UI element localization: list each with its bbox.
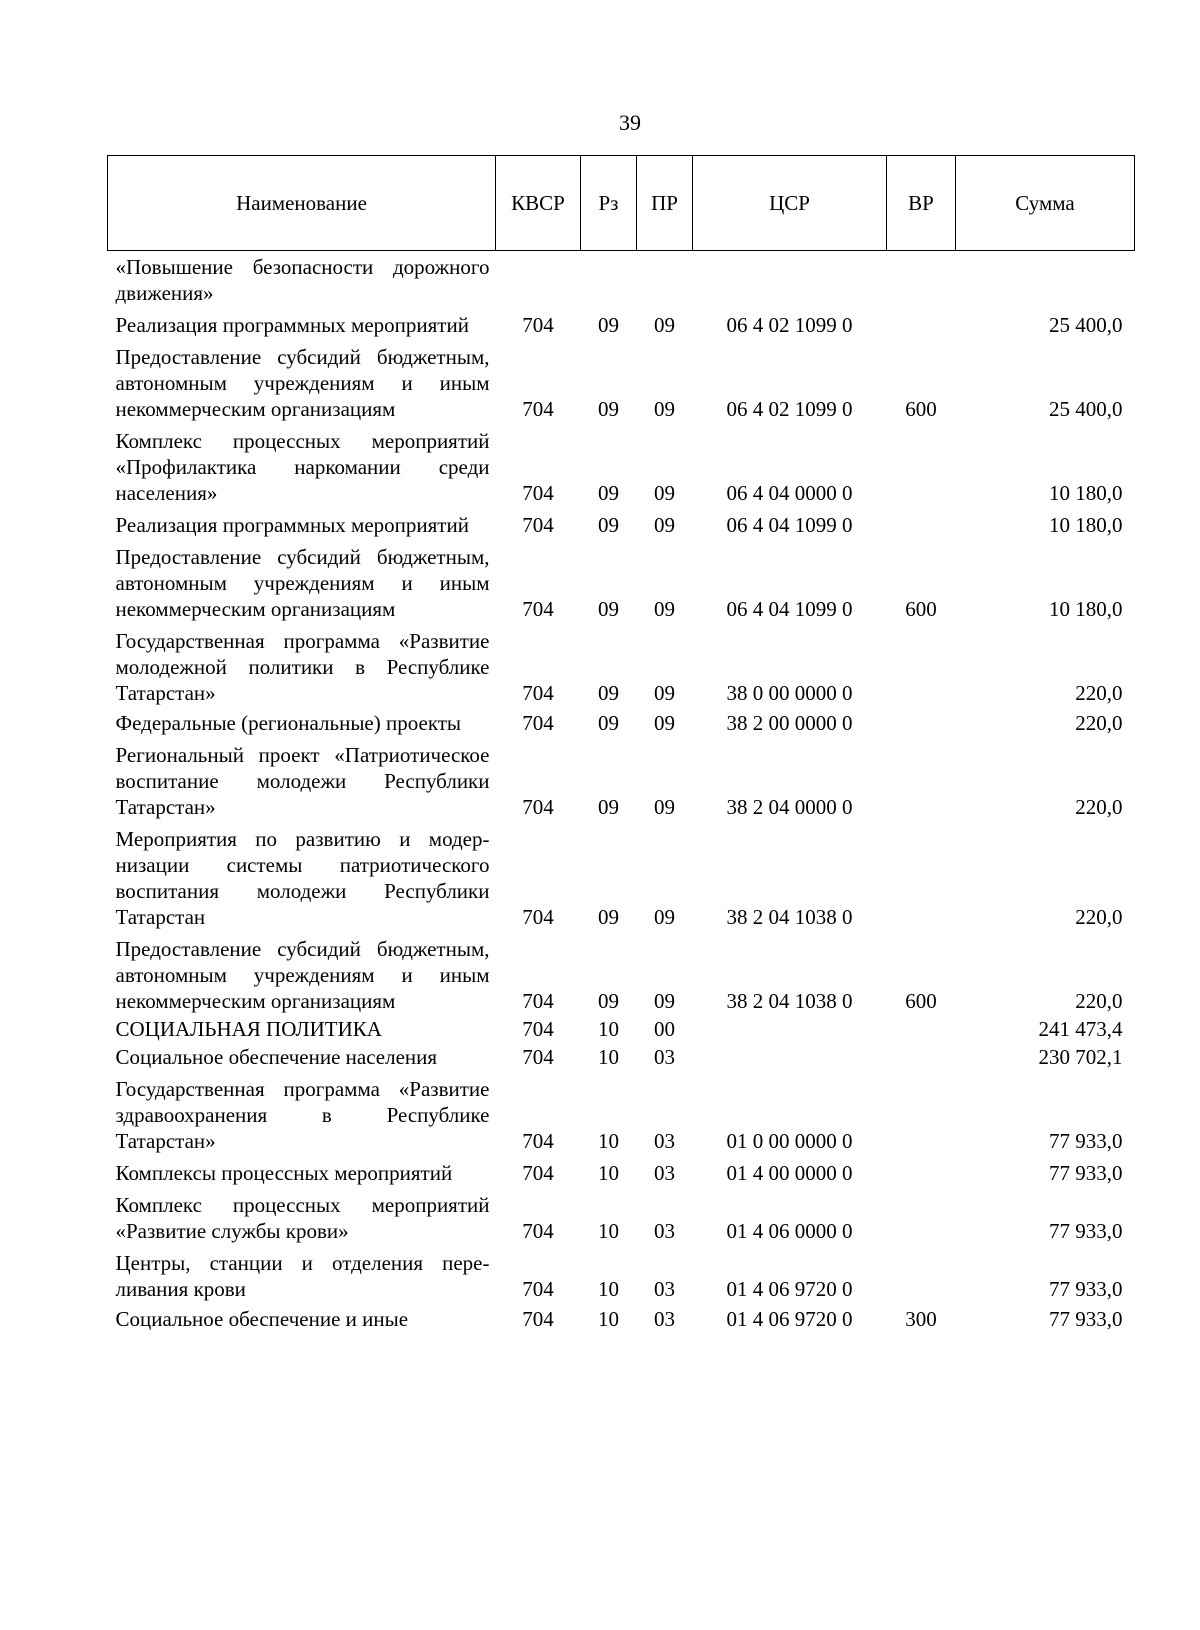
row-vr <box>887 251 956 307</box>
row-kvsr <box>496 251 581 307</box>
row-csr <box>693 1042 887 1070</box>
table-row <box>108 538 1135 622</box>
row-name: «Повышение безопасности дорожного движения» <box>115 255 490 305</box>
row-kvsr: 704 <box>522 1045 554 1069</box>
row-sum: 10 180,0 <box>1049 481 1123 505</box>
row-vr <box>887 306 956 338</box>
header-rz: Рз <box>581 156 637 251</box>
page-number: 39 <box>619 110 641 135</box>
row-name: Комплекс процессных мероприятий «Профилактика наркомании среди населения» <box>115 429 490 505</box>
row-vr <box>887 1154 956 1186</box>
row-pr: 03 <box>654 1307 675 1331</box>
row-kvsr: 704 <box>522 1307 554 1331</box>
row-name: Федеральные (региональные) проекты <box>115 711 462 735</box>
row-name: Государственная программа «Развитие молодежной политики в Республике Татарстан» <box>115 629 490 705</box>
row-csr: 06 4 02 1099 0 <box>726 313 853 337</box>
row-rz: 09 <box>598 397 619 421</box>
header-sum: Сумма <box>956 156 1135 251</box>
table-row <box>108 1154 1135 1186</box>
row-pr: 03 <box>654 1219 675 1243</box>
row-pr: 09 <box>654 681 675 705</box>
row-pr: 09 <box>654 397 675 421</box>
table-row <box>108 820 1135 930</box>
row-rz: 10 <box>598 1277 619 1301</box>
row-pr: 03 <box>654 1161 675 1185</box>
row-name: СОЦИАЛЬНАЯ ПОЛИТИКА <box>115 1017 382 1041</box>
row-csr: 01 4 06 9720 0 <box>726 1307 853 1331</box>
row-rz: 10 <box>598 1307 619 1331</box>
row-pr: 00 <box>654 1017 675 1041</box>
row-name: Мероприятия по развитию и модернизации системы патриотического воспитания молодежи Республики Татарстан <box>115 827 490 929</box>
row-pr <box>637 251 693 307</box>
row-sum: 220,0 <box>1075 711 1123 735</box>
table-row <box>108 736 1135 820</box>
row-rz: 10 <box>598 1161 619 1185</box>
row-name: Центры, станции и отделения переливания крови <box>115 1251 490 1301</box>
row-sum: 25 400,0 <box>1049 313 1123 337</box>
row-pr: 09 <box>654 313 675 337</box>
row-name: Предоставление субсидий бюджетным, автономным учреждениям и иным некоммерческим организациям <box>115 545 490 621</box>
row-csr: 38 2 04 1038 0 <box>726 905 853 929</box>
table-row <box>108 306 1135 338</box>
row-sum: 230 702,1 <box>1038 1045 1123 1069</box>
table-row <box>108 1302 1135 1332</box>
row-name: Комплекс процессных мероприятий «Развитие службы крови» <box>115 1193 490 1243</box>
row-vr <box>887 820 956 930</box>
row-pr: 03 <box>654 1277 675 1301</box>
row-rz: 10 <box>598 1129 619 1153</box>
row-pr: 03 <box>654 1129 675 1153</box>
row-rz: 09 <box>598 905 619 929</box>
row-kvsr: 704 <box>522 597 554 621</box>
row-csr <box>693 1014 887 1042</box>
row-sum: 77 933,0 <box>1049 1219 1123 1243</box>
row-sum: 220,0 <box>1075 905 1123 929</box>
row-kvsr: 704 <box>522 989 554 1013</box>
row-kvsr: 704 <box>522 1017 554 1041</box>
row-kvsr: 704 <box>522 1129 554 1153</box>
table-row <box>108 1014 1135 1042</box>
row-vr <box>887 706 956 736</box>
header-csr: ЦСР <box>693 156 887 251</box>
row-kvsr: 704 <box>522 711 554 735</box>
header-name: Наименование <box>108 156 496 251</box>
row-csr: 06 4 04 0000 0 <box>726 481 853 505</box>
row-kvsr: 704 <box>522 1219 554 1243</box>
header-pr: ПР <box>637 156 693 251</box>
row-csr: 38 2 04 0000 0 <box>726 795 853 819</box>
row-rz: 09 <box>598 711 619 735</box>
row-pr: 09 <box>654 481 675 505</box>
row-rz: 09 <box>598 513 619 537</box>
row-vr: 600 <box>905 397 937 421</box>
table-row <box>108 506 1135 538</box>
row-kvsr: 704 <box>522 313 554 337</box>
row-rz: 10 <box>598 1017 619 1041</box>
table-row <box>108 930 1135 1014</box>
row-rz: 10 <box>598 1045 619 1069</box>
row-vr <box>887 1014 956 1042</box>
row-pr: 09 <box>654 989 675 1013</box>
row-sum: 77 933,0 <box>1049 1277 1123 1301</box>
row-pr: 09 <box>654 905 675 929</box>
row-csr <box>693 251 887 307</box>
row-vr <box>887 736 956 820</box>
row-name: Реализация программных мероприятий <box>115 513 469 537</box>
row-csr: 06 4 04 1099 0 <box>726 513 853 537</box>
row-sum: 77 933,0 <box>1049 1307 1123 1331</box>
row-csr: 01 4 06 0000 0 <box>726 1219 853 1243</box>
row-name: Региональный проект «Патриотическое воспитание молодежи Республики Татарстан» <box>115 743 490 819</box>
row-kvsr: 704 <box>522 481 554 505</box>
table-row <box>108 706 1135 736</box>
row-rz: 10 <box>598 1219 619 1243</box>
row-kvsr: 704 <box>522 905 554 929</box>
row-kvsr: 704 <box>522 397 554 421</box>
row-sum: 25 400,0 <box>1049 397 1123 421</box>
table-row <box>108 1070 1135 1154</box>
table-row <box>108 1186 1135 1244</box>
row-rz: 09 <box>598 795 619 819</box>
row-csr: 38 0 00 0000 0 <box>726 681 853 705</box>
row-name: Предоставление субсидий бюджетным, автономным учреждениям и иным некоммерческим организациям <box>115 345 490 421</box>
row-name: Реализация программных мероприятий <box>115 313 469 337</box>
header-vr: ВР <box>887 156 956 251</box>
row-pr: 09 <box>654 711 675 735</box>
row-sum: 10 180,0 <box>1049 597 1123 621</box>
row-rz: 09 <box>598 481 619 505</box>
row-vr: 600 <box>905 597 937 621</box>
table-row <box>108 1244 1135 1302</box>
row-kvsr: 704 <box>522 1161 554 1185</box>
row-kvsr: 704 <box>522 681 554 705</box>
table-body <box>108 251 1135 1333</box>
row-vr <box>887 1186 956 1244</box>
row-sum <box>956 251 1135 307</box>
row-sum: 10 180,0 <box>1049 513 1123 537</box>
row-csr: 06 4 04 1099 0 <box>726 597 853 621</box>
row-kvsr: 704 <box>522 513 554 537</box>
row-vr <box>887 622 956 706</box>
table-row <box>108 338 1135 422</box>
budget-table <box>107 155 1135 1332</box>
row-vr <box>887 1070 956 1154</box>
row-csr: 06 4 02 1099 0 <box>726 397 853 421</box>
row-vr <box>887 1042 956 1070</box>
row-name: Социальное обеспечение и иные <box>115 1307 409 1331</box>
table-row <box>108 251 1135 307</box>
table-row <box>108 1042 1135 1070</box>
row-pr: 09 <box>654 795 675 819</box>
row-rz <box>581 251 637 307</box>
row-sum: 220,0 <box>1075 795 1123 819</box>
row-vr: 300 <box>905 1307 937 1331</box>
row-sum: 77 933,0 <box>1049 1161 1123 1185</box>
row-vr: 600 <box>905 989 937 1013</box>
row-pr: 09 <box>654 597 675 621</box>
row-csr: 38 2 00 0000 0 <box>726 711 853 735</box>
row-pr: 03 <box>654 1045 675 1069</box>
row-name: Предоставление субсидий бюджетным, автономным учреждениям и иным некоммерческим организациям <box>115 937 490 1013</box>
row-rz: 09 <box>598 681 619 705</box>
table-row <box>108 622 1135 706</box>
row-vr <box>887 506 956 538</box>
row-pr: 09 <box>654 513 675 537</box>
row-sum: 220,0 <box>1075 681 1123 705</box>
table-row <box>108 422 1135 506</box>
row-vr <box>887 422 956 506</box>
row-csr: 01 4 06 9720 0 <box>726 1277 853 1301</box>
row-name: Государственная программа «Развитие здравоохранения в Республике Татарстан» <box>115 1077 490 1153</box>
row-vr <box>887 1244 956 1302</box>
header-kvsr: КВСР <box>496 156 581 251</box>
row-kvsr: 704 <box>522 795 554 819</box>
row-name: Комплексы процессных мероприятий <box>115 1161 453 1185</box>
row-csr: 01 0 00 0000 0 <box>726 1129 853 1153</box>
row-csr: 38 2 04 1038 0 <box>726 989 853 1013</box>
row-kvsr: 704 <box>522 1277 554 1301</box>
table-header <box>108 156 1135 251</box>
row-sum: 220,0 <box>1075 989 1123 1013</box>
row-csr: 01 4 00 0000 0 <box>726 1161 853 1185</box>
row-name: Социальное обеспечение населения <box>115 1045 438 1069</box>
row-sum: 241 473,4 <box>1038 1017 1123 1041</box>
row-rz: 09 <box>598 597 619 621</box>
row-sum: 77 933,0 <box>1049 1129 1123 1153</box>
row-rz: 09 <box>598 313 619 337</box>
row-rz: 09 <box>598 989 619 1013</box>
